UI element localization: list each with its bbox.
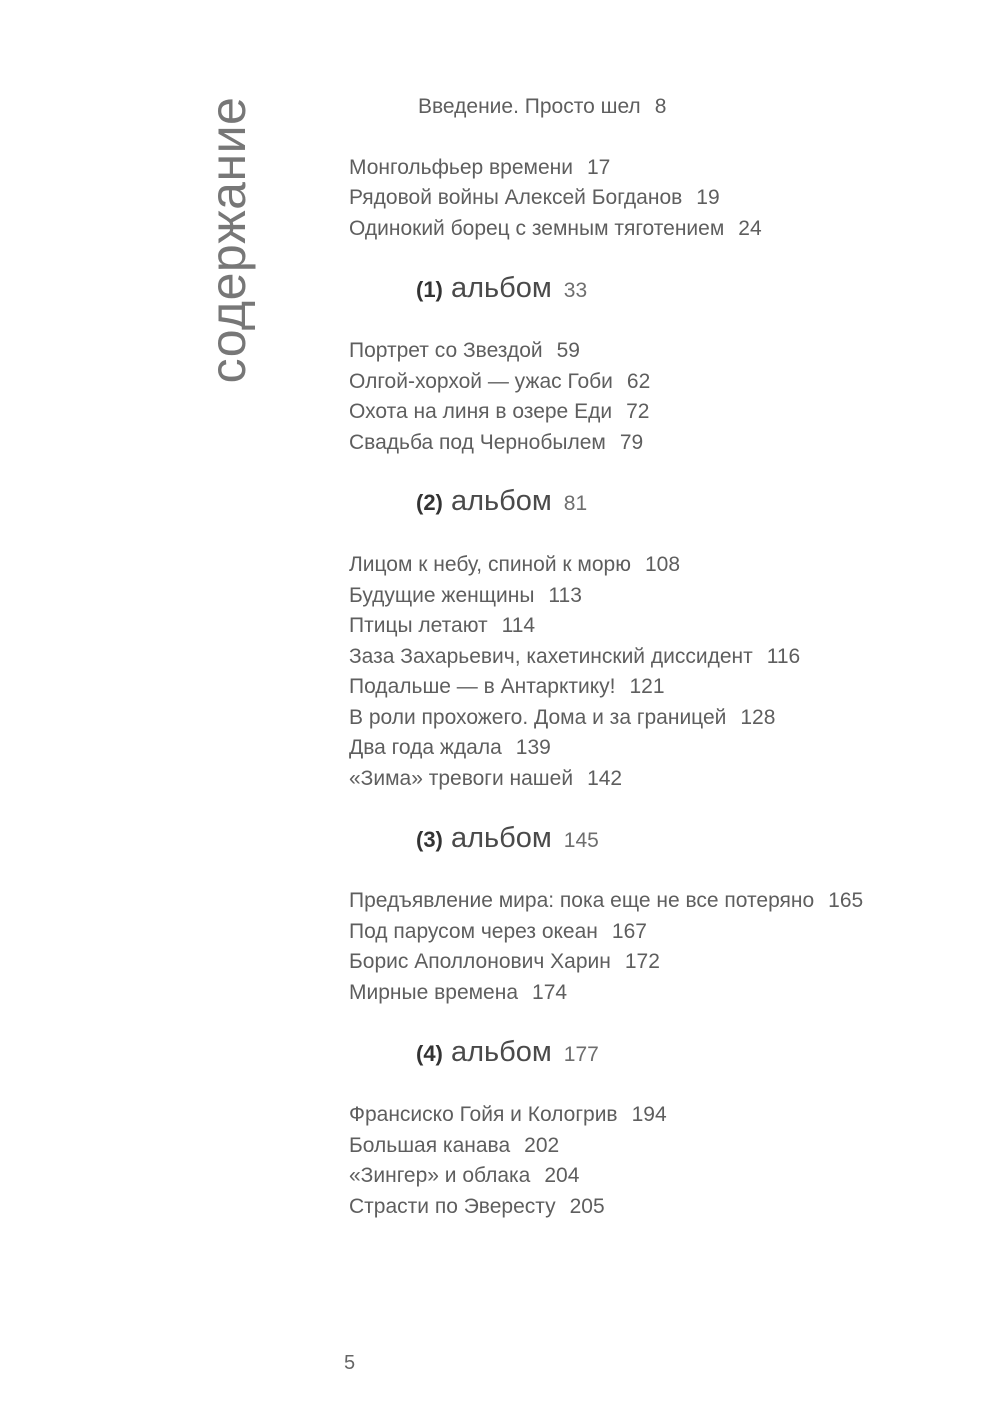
toc-entry-title: Заза Захарьевич, кахетинский диссидент (349, 645, 753, 668)
toc-entry-page: 24 (738, 217, 762, 240)
album-number: (1) (416, 277, 443, 302)
toc-entry-title: Свадьба под Чернобылем (349, 431, 606, 454)
toc-entry[interactable] (349, 401, 649, 422)
toc-entry-page: 167 (611, 920, 647, 943)
toc-entry[interactable] (349, 432, 643, 453)
album-label: альбом (450, 272, 552, 304)
toc-entry-title: «Зима» тревоги нашей (349, 767, 574, 790)
toc-entry-title: Лицом к небу, спиной к морю (349, 553, 631, 576)
toc-entry-title: Франсиско Гойя и Кологрив (349, 1103, 618, 1126)
toc-album-2[interactable] (416, 487, 587, 516)
toc-entry-page: 205 (569, 1195, 605, 1218)
toc-entry-title: Два года ждала (349, 736, 502, 759)
toc-entry-page: 108 (644, 553, 681, 576)
toc-entry-title: Введение. Просто шел (418, 95, 641, 118)
toc-entry-page: 116 (766, 645, 801, 668)
toc-entry-title: Портрет со Звездой (349, 339, 543, 362)
toc-entry-page: 121 (629, 675, 665, 698)
toc-entry-title: Охота на линя в озере Еди (349, 400, 613, 423)
album-label: альбом (450, 1036, 552, 1068)
toc-entry[interactable] (349, 218, 762, 239)
toc-entry-title: Олгой-хорхой — ужас Гоби (349, 370, 613, 393)
toc-entry-page: 114 (501, 614, 536, 637)
toc-entry-title: Подальше — в Антарктику! (349, 675, 616, 698)
album-label: альбом (450, 485, 552, 517)
toc-entry[interactable] (349, 646, 800, 667)
toc-entry[interactable] (349, 951, 660, 972)
toc-entry-page: 204 (544, 1164, 580, 1187)
toc-entry-title: Будущие женщины (349, 584, 535, 607)
toc-entry[interactable] (349, 1104, 667, 1125)
toc-entry-page: 59 (556, 339, 580, 362)
toc-album-3[interactable] (416, 824, 599, 853)
toc-entry-page: 17 (587, 156, 611, 179)
page-number: 5 (344, 1352, 356, 1374)
toc-entry-page: 19 (696, 186, 720, 209)
toc-entry-title: Большая канава (349, 1134, 511, 1157)
toc-entry[interactable] (349, 676, 665, 697)
toc-entry-intro[interactable] (418, 96, 666, 117)
toc-entry-page: 139 (515, 736, 551, 759)
toc-entry-title: «Зингер» и облака (349, 1164, 531, 1187)
toc-entry[interactable] (349, 1196, 605, 1217)
toc-entry[interactable] (349, 737, 551, 758)
toc-entry-title: Предъявление мира: пока еще не все потеряно (349, 889, 815, 912)
toc-entry-title: Борис Аполлонович Харин (349, 950, 611, 973)
toc-entry-page: 165 (828, 889, 864, 912)
toc-album-4[interactable] (416, 1038, 599, 1067)
toc-entry-title: В роли прохожего. Дома и за границей (349, 706, 727, 729)
toc-entry-title: Рядовой войны Алексей Богданов (349, 186, 683, 209)
album-page: 145 (563, 829, 599, 852)
toc-entry-title: Под парусом через океан (349, 920, 598, 943)
toc-entry[interactable] (349, 768, 622, 789)
toc-entry-title: Птицы летают (349, 614, 488, 637)
toc-entry[interactable] (349, 554, 680, 575)
toc-entry-page: 113 (548, 584, 582, 607)
toc-entry-page: 72 (626, 400, 650, 423)
album-label: альбом (450, 822, 552, 854)
toc-entry[interactable] (349, 707, 775, 728)
toc-entry[interactable] (349, 1165, 579, 1186)
toc-entry-title: Страсти по Эвересту (349, 1195, 556, 1218)
toc-entry[interactable] (349, 890, 863, 911)
toc-entry-page: 128 (740, 706, 776, 729)
album-page: 177 (563, 1043, 599, 1066)
toc-entry[interactable] (349, 371, 650, 392)
toc-entry[interactable] (349, 921, 647, 942)
toc-entry[interactable] (349, 982, 567, 1003)
toc-entry-title: Монгольфьер времени (349, 156, 573, 179)
toc-entry-page: 79 (619, 431, 644, 454)
toc-entry[interactable] (349, 1135, 559, 1156)
album-number: (2) (416, 490, 443, 515)
contents-heading: содержание (200, 96, 256, 384)
toc-entry-page: 202 (524, 1134, 560, 1157)
album-number: (3) (416, 827, 443, 852)
toc-entry[interactable] (349, 340, 580, 361)
toc-entry-page: 62 (626, 370, 651, 393)
toc-entry-page: 142 (587, 767, 623, 790)
toc-entry-page: 172 (624, 950, 660, 973)
toc-entry-page: 8 (654, 95, 667, 118)
album-page: 81 (563, 492, 588, 515)
toc-entry[interactable] (349, 157, 610, 178)
toc-entry[interactable] (349, 615, 535, 636)
album-number: (4) (416, 1041, 443, 1066)
toc-entry[interactable] (349, 187, 720, 208)
toc-entry-title: Мирные времена (349, 981, 519, 1004)
toc-album-1[interactable] (416, 274, 587, 303)
toc-entry[interactable] (349, 585, 582, 606)
toc-entry-page: 194 (631, 1103, 667, 1126)
album-page: 33 (563, 279, 588, 302)
toc-entry-title: Одинокий борец с земным тяготением (349, 217, 725, 240)
toc-entry-page: 174 (532, 981, 568, 1004)
